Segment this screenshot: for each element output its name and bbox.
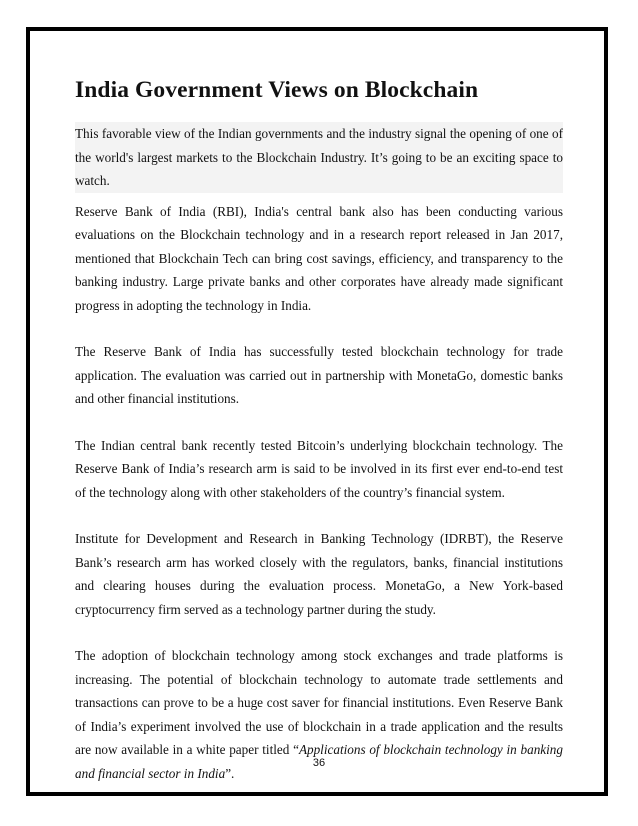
paragraph-idrbt: Institute for Development and Research in Banking Technology (IDRBT), the Reserve Bank’s research arm has worked closely with the regulators, banks, financial institutions and clearing houses during the evaluation process. MonetaGo, a New York-based cryptocurrency firm served as a technology partner during the study. <box>75 531 563 617</box>
paragraph-adoption-end: ”. <box>225 765 235 781</box>
page-number: 36 <box>312 757 326 769</box>
page-title: India Government Views on Blockchain <box>75 77 479 103</box>
paragraph-adoption-text: The adoption of blockchain technology among stock exchanges and trade platforms is increasing. The potential of blockchain technology to automate trade settlements and transactions can prove to be a huge cost saver for financial institutions. Even Reserve Bank of India’s experiment involved the use of blockchain in a trade application and the results are now available in a white paper titled “ <box>75 648 563 757</box>
paragraph-trade-test: The Reserve Bank of India has successfully tested blockchain technology for trade application. The evaluation was carried out in partnership with MonetaGo, domestic banks and other financial institutions. <box>75 344 563 406</box>
paragraph-bitcoin-test: The Indian central bank recently tested Bitcoin’s underlying blockchain technology. The Reserve Bank of India’s research arm is said to be involved in its first ever end-to-end test of the technology along with other stakeholders of the country’s financial system. <box>75 437 563 500</box>
page-content <box>75 70 563 785</box>
intro-highlight: This favorable view of the Indian governments and the industry signal the opening of one of the world's largest markets to the Blockchain Industry. It’s going to be an exciting space to watch. <box>75 122 563 193</box>
white-paper-title: Applications of blockchain technology in banking and financial sector in India <box>75 742 563 781</box>
paragraph-rbi-evaluations: Reserve Bank of India (RBI), India's central bank also has been conducting various evaluations on the Blockchain technology and in a research report released in Jan 2017, mentioned that Blockchain Tech can bring cost savings, efficiency, and transparency to the banking industry. Large private banks and other corporates have already made significant progress in adopting the technology in India. <box>75 203 563 313</box>
